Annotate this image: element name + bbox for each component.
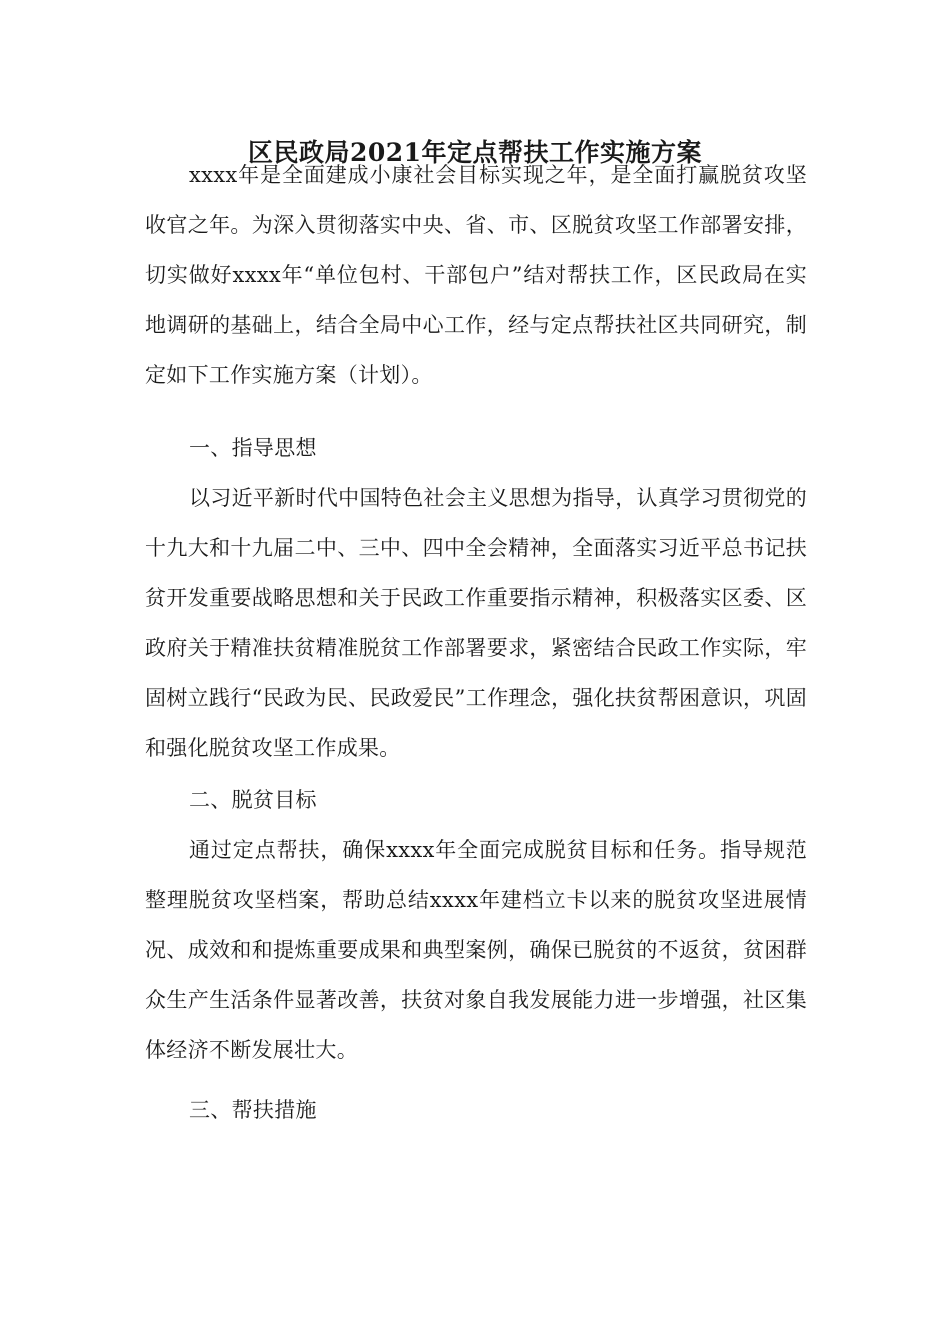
section-paragraph-guiding-ideology: 以习近平新时代中国特色社会主义思想为指导，认真学习贯彻党的十九大和十九届二中、三中、四中全会精神，全面落实习近平总书记扶贫开发重要战略思想和关于民政工作重要指示精神，积极落实区委、区政府关于精准扶贫精准脱贫工作部署要求，紧密结合民政工作实际，牢固树立践行“民政为民、民政爱民”工作理念，强化扶贫帮困意识，巩固和强化脱贫攻坚工作成果。	[145, 486, 807, 760]
intro-paragraph: xxxx年是全面建成小康社会目标实现之年，是全面打赢脱贫攻坚收官之年。为深入贯彻落实中央、省、市、区脱贫攻坚工作部署安排，切实做好xxxx年“单位包村、干部包户”结对帮扶工作，区民政局在实地调研的基础上，结合全局中心工作，经与定点帮扶社区共同研究，制定如下工作实施方案（计划）。	[145, 163, 807, 387]
section-heading-guiding-ideology: 一、指导思想	[189, 436, 317, 460]
document-title: 区民政局2021年定点帮扶工作实施方案	[247, 138, 703, 167]
section-heading-poverty-goals: 二、脱贫目标	[189, 788, 317, 812]
section-paragraph-poverty-goals: 通过定点帮扶，确保xxxx年全面完成脱贫目标和任务。指导规范整理脱贫攻坚档案，帮助总结xxxx年建档立卡以来的脱贫攻坚进展情况、成效和和提炼重要成果和典型案例，确保已脱贫的不返贫，贫困群众生产生活条件显著改善，扶贫对象自我发展能力进一步增强，社区集体经济不断发展壮大。	[145, 838, 807, 1062]
section-heading-assistance-measures: 三、帮扶措施	[189, 1098, 317, 1122]
